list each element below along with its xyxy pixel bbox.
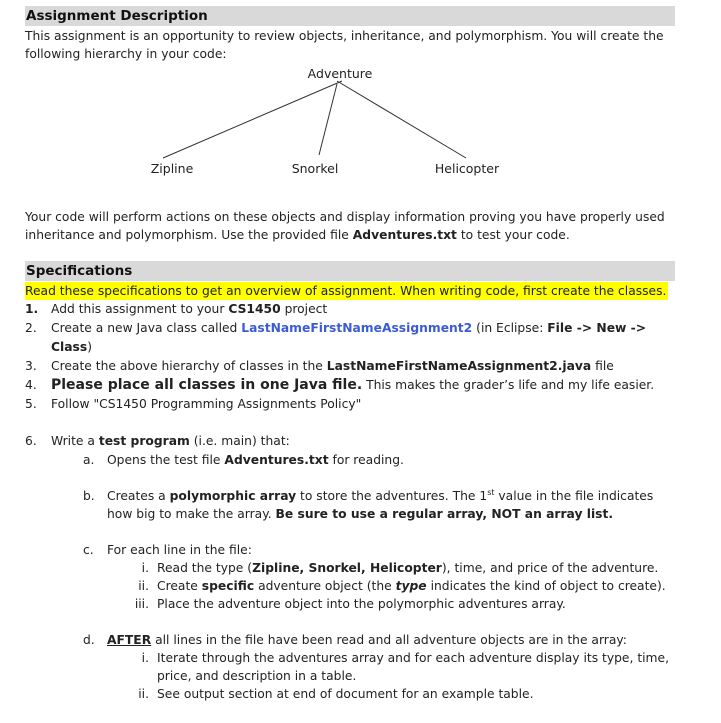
usage-paragraph: Your code will perform actions on these objects and display information proving you have properly used inheritance and polymorphism. Use the provided file Adventures.txt to test your code.: [25, 210, 665, 242]
edge-adventure-helicopter: [337, 81, 466, 158]
step-c-i: i. Read the type (Zipline, Snorkel, Helicopter), time, and price of the adventure.: [141, 561, 659, 575]
node-adventure: Adventure: [307, 69, 373, 81]
node-helicopter: Helicopter: [434, 161, 500, 176]
edge-adventure-zipline: [163, 81, 342, 158]
step-c-iii: iii. Place the adventure object into the polymorphic adventures array.: [134, 597, 566, 611]
spec-item-1: 1. Add this assignment to your CS1450 project: [25, 302, 328, 316]
node-snorkel: Snorkel: [291, 161, 339, 176]
assignment-description-heading: Assignment Description: [25, 6, 675, 26]
step-d-i: i. Iterate through the adventures array and for each adventure display its type, time, price, and description in a table.: [141, 651, 670, 683]
spec-item-5: 5. Follow "CS1450 Programming Assignments Policy": [25, 397, 362, 411]
spec-item-4: 4. Please place all classes in one Java file. This makes the grader’s life and my life easier.: [25, 377, 655, 393]
class-hierarchy-diagram: [25, 69, 675, 189]
specifications-heading: Specifications: [25, 261, 675, 281]
step-b: b. Creates a polymorphic array to store the adventures. The 1st value in the file indicates how big to make the array. Be sure to use a regular array, NOT an array list.: [83, 487, 654, 521]
adventures-file-name: Adventures.txt: [352, 228, 457, 242]
step-c: c. For each line in the file:: [83, 543, 252, 557]
class-name-highlight: LastNameFirstNameAssignment2: [241, 321, 473, 335]
spec-item-2: 2. Create a new Java class called LastNameFirstNameAssignment2 (in Eclipse: File -> New -> Class): [25, 321, 647, 354]
step-d-ii: ii. See output section at end of document for an example table.: [138, 687, 534, 701]
step-a: a. Opens the test file Adventures.txt for reading.: [83, 453, 404, 467]
highlighted-overview-note: Read these specifications to get an overview of assignment. When writing code, first create the classes.: [25, 284, 667, 298]
edge-adventure-snorkel: [319, 84, 337, 155]
step-d: d. AFTER all lines in the file have been read and all adventure objects are in the array:: [83, 633, 627, 647]
spec-item-6: 6. Write a test program (i.e. main) that:: [25, 434, 290, 448]
intro-paragraph: This assignment is an opportunity to review objects, inheritance, and polymorphism. You will create the following hierarchy in your code:: [25, 29, 664, 61]
step-c-ii: ii. Create specific adventure object (the type indicates the kind of object to create).: [138, 579, 666, 593]
document: [25, 0, 675, 703]
node-zipline: Zipline: [150, 161, 194, 176]
spec-item-3: 3. Create the above hierarchy of classes in the LastNameFirstNameAssignment2.java file: [25, 359, 614, 373]
